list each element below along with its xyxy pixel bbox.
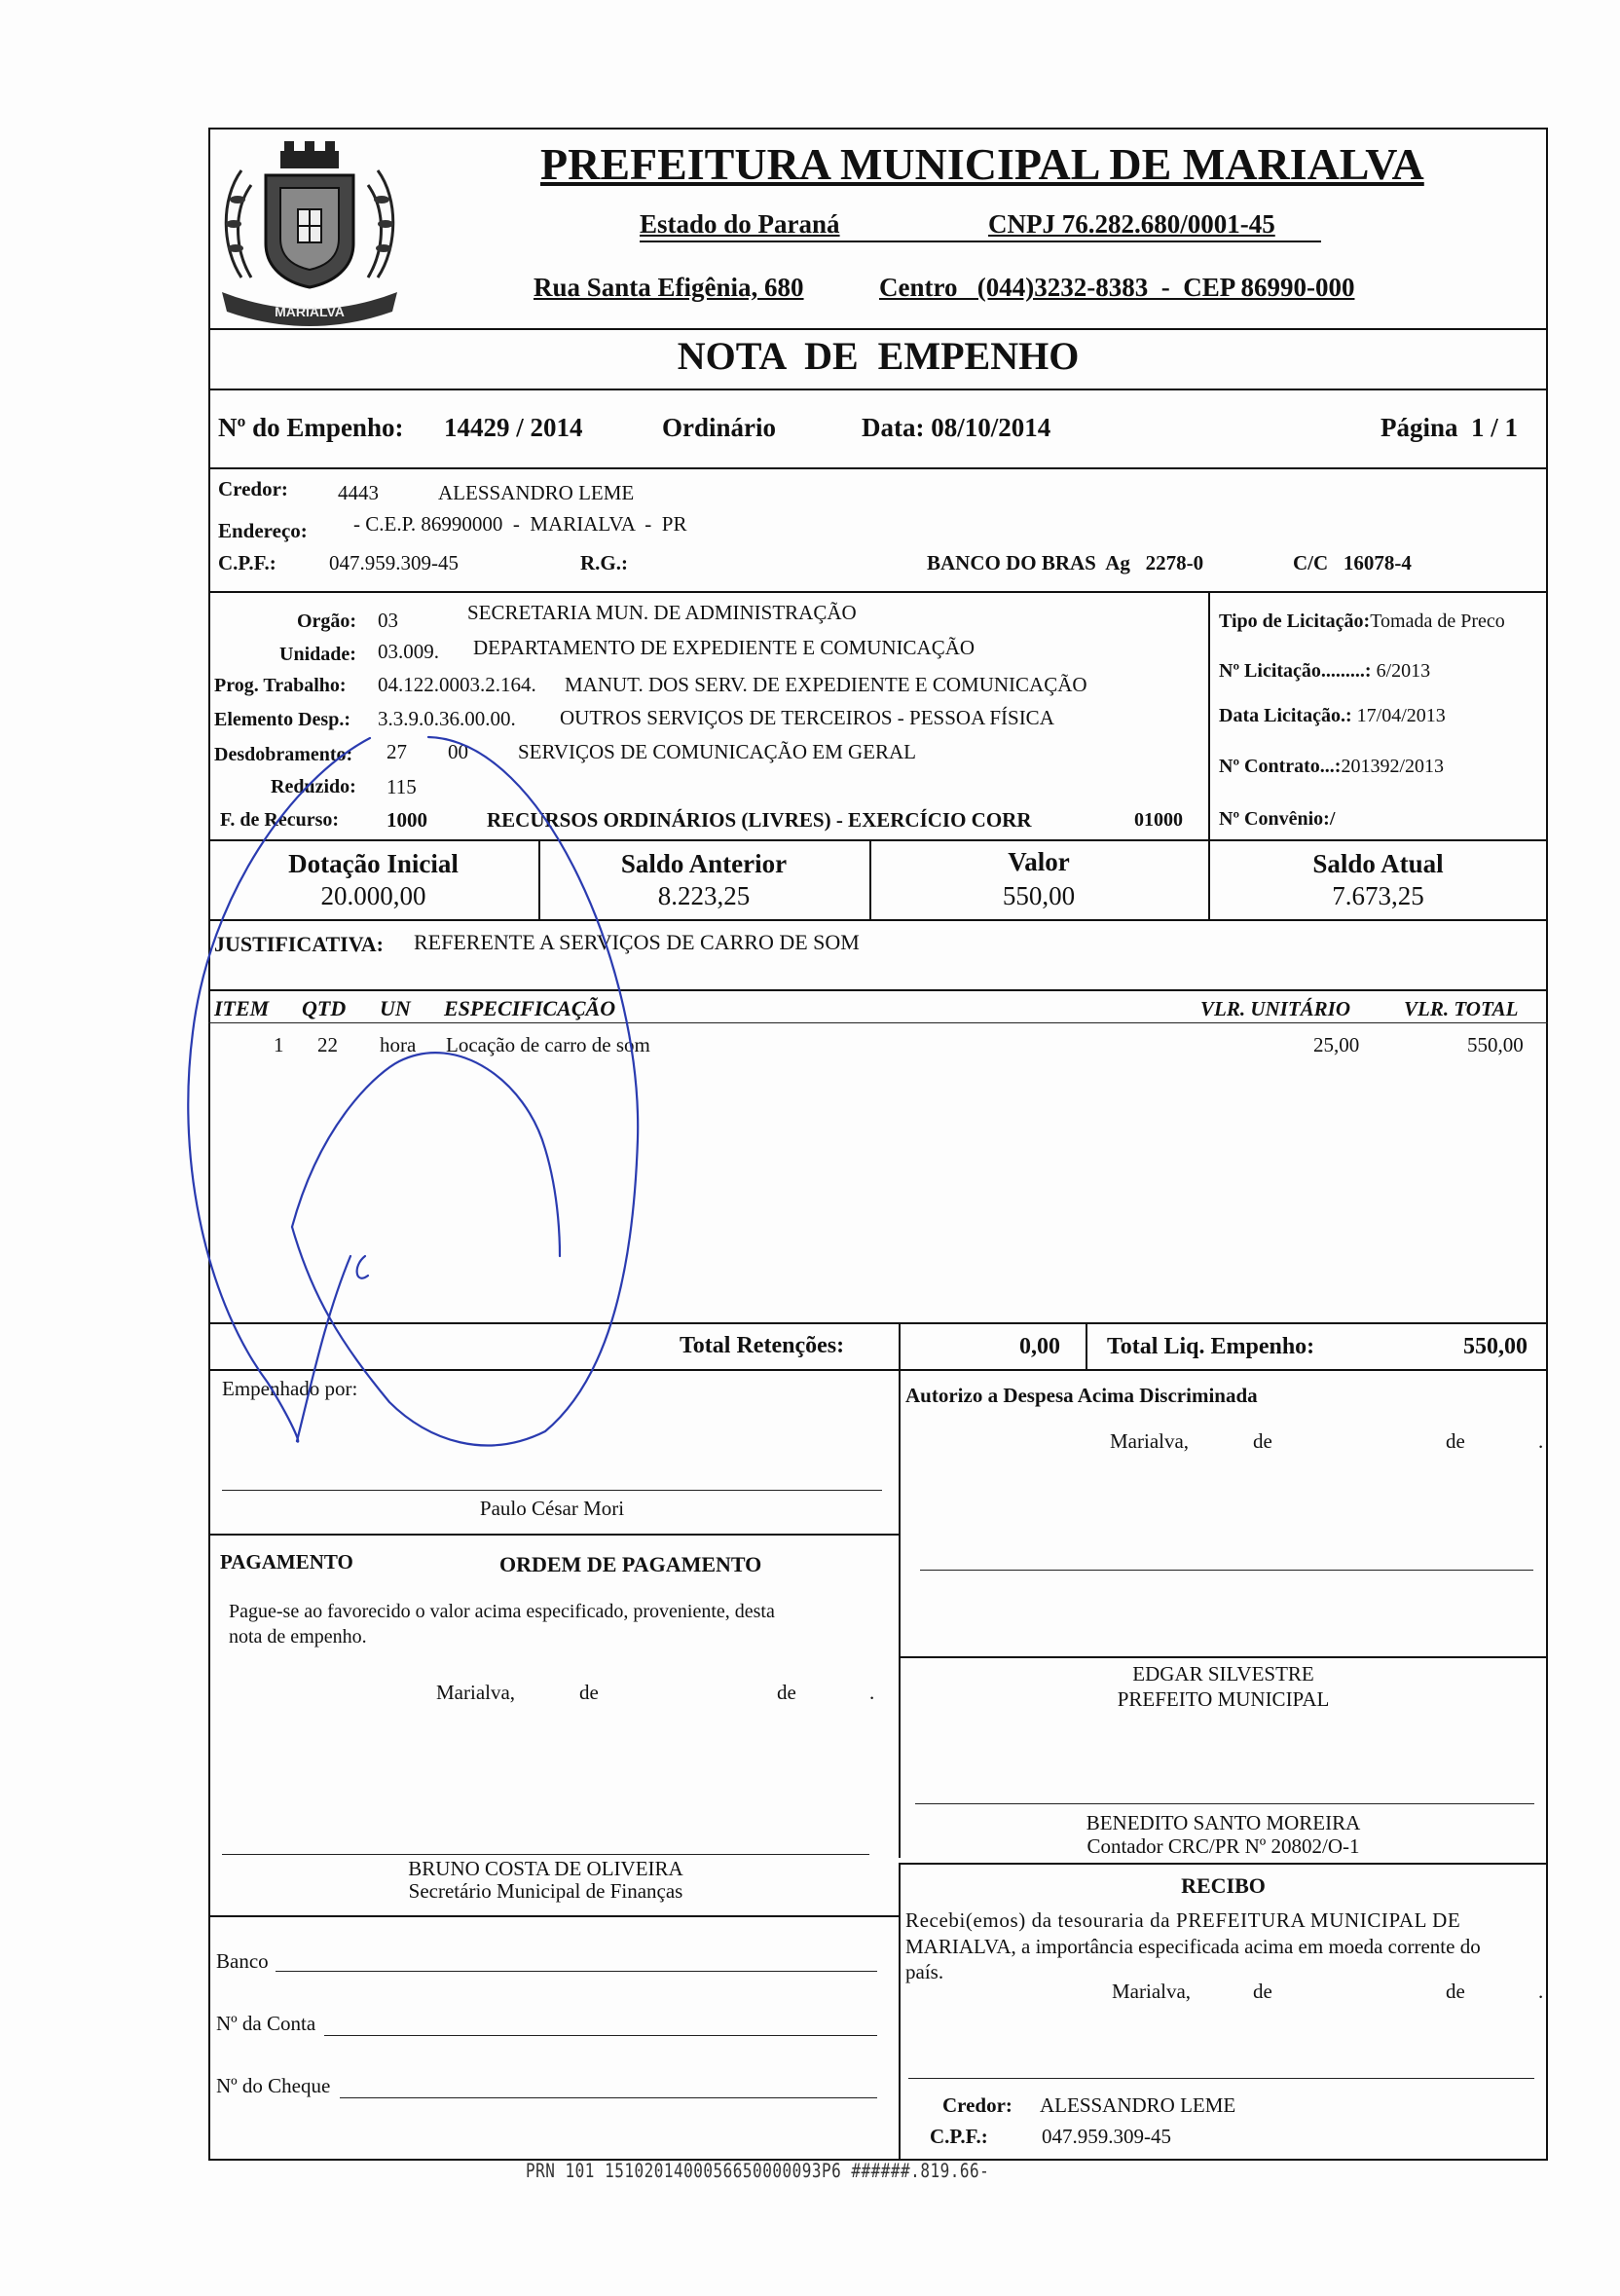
desdobramento-label: Desdobramento: <box>214 744 353 765</box>
fonte-desc: RECURSOS ORDINÁRIOS (LIVRES) - EXERCÍCIO CORR <box>487 808 1032 832</box>
recibo-de2: de <box>1446 1980 1465 2003</box>
header-title: PREFEITURA MUNICIPAL DE MARIALVA <box>540 139 1424 189</box>
fonte-label: F. de Recurso: <box>220 809 340 831</box>
credor-label: Credor: <box>218 477 288 500</box>
row-un: hora <box>380 1033 417 1056</box>
row-qtd: 22 <box>317 1033 338 1056</box>
finance-signer: BRUNO COSTA DE OLIVEIRA <box>408 1857 683 1880</box>
endereco-label: Endereço: <box>218 519 308 542</box>
convenio-label: Nº Convênio:/ <box>1219 808 1336 830</box>
header-cnpj: CNPJ 76.282.680/0001-45 <box>988 209 1275 239</box>
recibo-place: Marialva, <box>1112 1980 1192 2003</box>
pagamento-text-2: nota de empenho. <box>229 1626 367 1648</box>
empenho-type: Ordinário <box>662 413 777 442</box>
balance-dotacao-label: Dotação Inicial <box>288 849 459 878</box>
prog-label: Prog. Trabalho: <box>214 675 347 696</box>
balance-valor-label: Valor <box>1008 847 1070 876</box>
recibo-cpf-label: C.P.F.: <box>930 2125 988 2148</box>
data-licitacao-label: Data Licitação.: <box>1219 705 1352 726</box>
row-spec: Locação de carro de som <box>446 1033 650 1056</box>
tipo-licitacao-value: Tomada de Preco <box>1370 611 1505 632</box>
desdobramento-code: 27 <box>387 740 407 763</box>
balance-anterior-label: Saldo Anterior <box>620 849 788 878</box>
accountant-title: Contador CRC/PR Nº 20802/O-1 <box>1086 1834 1360 1858</box>
row-total: 550,00 <box>1467 1033 1524 1056</box>
num-licitacao-label: Nº Licitação.........: <box>1219 660 1372 682</box>
elemento-label: Elemento Desp.: <box>214 709 350 730</box>
finance-signer-title: Secretário Municipal de Finanças <box>408 1879 683 1903</box>
col-header-spec: ESPECIFICAÇÃO <box>444 996 616 1020</box>
recibo-credor: ALESSANDRO LEME <box>1040 2093 1236 2117</box>
reduzido-value: 115 <box>387 775 417 798</box>
recibo-credor-label: Credor: <box>942 2093 1012 2117</box>
balance-anterior-value: 8.223,25 <box>657 881 751 910</box>
data-licitacao-value: 17/04/2013 <box>1356 705 1446 726</box>
autorizo-dot: . <box>1538 1429 1544 1453</box>
justificativa-text: REFERENTE A SERVIÇOS DE CARRO DE SOM <box>414 930 860 954</box>
contrato-label: Nº Contrato...: <box>1219 756 1342 777</box>
document-title: NOTA DE EMPENHO <box>677 334 1080 378</box>
cpf-label: C.P.F.: <box>218 551 276 574</box>
autorizo-de1: de <box>1253 1429 1272 1453</box>
mayor-title: PREFEITO MUNICIPAL <box>1117 1687 1330 1711</box>
col-header-total: VLR. TOTAL <box>1404 997 1519 1020</box>
pagamento-place: Marialva, <box>436 1681 516 1704</box>
reduzido-label: Reduzido: <box>271 776 356 797</box>
fonte-code: 1000 <box>387 808 427 832</box>
endereco-value: - C.E.P. 86990000 - MARIALVA - PR <box>353 512 687 536</box>
cheque-label: Nº do Cheque <box>216 2074 331 2097</box>
recibo-text-3: país. <box>905 1960 944 1983</box>
empenhado-label: Empenhado por: <box>222 1377 358 1400</box>
retencoes-label: Total Retenções: <box>680 1333 845 1358</box>
pagamento-dot: . <box>869 1681 875 1704</box>
crest-banner-text: MARIALVA <box>275 304 345 319</box>
col-header-unit: VLR. UNITÁRIO <box>1200 997 1351 1020</box>
col-header-qtd: QTD <box>302 996 347 1020</box>
elemento-code: 3.3.9.0.36.00.00. <box>378 707 516 730</box>
recibo-cpf: 047.959.309-45 <box>1042 2125 1171 2148</box>
account-info: C/C 16078-4 <box>1293 551 1412 574</box>
credor-name: ALESSANDRO LEME <box>438 481 635 504</box>
conta-label: Nº da Conta <box>216 2012 316 2035</box>
ordem-pagamento-title: ORDEM DE PAGAMENTO <box>499 1552 762 1576</box>
recibo-de1: de <box>1253 1980 1272 2003</box>
autorizo-de2: de <box>1446 1429 1465 1453</box>
retencoes-value: 0,00 <box>1019 1334 1060 1359</box>
pagamento-text-1: Pague-se ao favorecido o valor acima especificado, proveniente, desta <box>229 1601 775 1622</box>
empenho-number: 14429 / 2014 <box>444 413 583 442</box>
elemento-desc: OUTROS SERVIÇOS DE TERCEIROS - PESSOA FÍSICA <box>560 706 1054 729</box>
orgao-desc: SECRETARIA MUN. DE ADMINISTRAÇÃO <box>467 601 857 624</box>
justificativa-label: JUSTIFICATIVA: <box>214 932 385 956</box>
empenho-date: Data: 08/10/2014 <box>862 413 1051 442</box>
pagamento-label: PAGAMENTO <box>220 1550 353 1574</box>
unidade-desc: DEPARTAMENTO DE EXPEDIENTE E COMUNICAÇÃO <box>473 636 976 659</box>
footer-barcode-text: PRN 101 1510201400056650000093P6 ######.819.66- <box>526 2160 990 2182</box>
balance-dotacao-value: 20.000,00 <box>320 881 426 910</box>
recibo-dot: . <box>1538 1980 1544 2003</box>
num-licitacao-value: 6/2013 <box>1376 660 1431 682</box>
balance-atual-label: Saldo Atual <box>1312 849 1444 878</box>
prog-desc: MANUT. DOS SERV. DE EXPEDIENTE E COMUNICAÇÃO <box>565 673 1087 696</box>
header-state: Estado do Paraná <box>640 209 840 239</box>
desdobramento-desc: SERVIÇOS DE COMUNICAÇÃO EM GERAL <box>518 740 917 763</box>
rg-label: R.G.: <box>580 551 628 574</box>
empenhado-signer: Paulo César Mori <box>479 1497 625 1520</box>
desdobramento-sub: 00 <box>448 740 468 763</box>
page-number: Página 1 / 1 <box>1381 413 1519 442</box>
unidade-code: 03.009. <box>378 640 439 663</box>
pagamento-de2: de <box>777 1681 796 1704</box>
balance-atual-value: 7.673,25 <box>1332 881 1424 910</box>
col-header-un: UN <box>380 996 411 1020</box>
balance-valor-value: 550,00 <box>1002 881 1076 910</box>
cpf-value: 047.959.309-45 <box>329 551 459 574</box>
recibo-text-2: MARIALVA, a importância especificada acima em moeda corrente do <box>905 1935 1481 1958</box>
header-contact: Centro (044)3232-8383 - CEP 86990-000 <box>879 273 1355 302</box>
credor-code: 4443 <box>338 481 379 504</box>
autorizo-title: Autorizo a Despesa Acima Discriminada <box>905 1384 1258 1407</box>
row-unit: 25,00 <box>1313 1033 1360 1056</box>
tipo-licitacao-label: Tipo de Licitação: <box>1219 611 1371 632</box>
fonte-num: 01000 <box>1134 809 1183 831</box>
autorizo-place: Marialva, <box>1110 1429 1190 1453</box>
orgao-code: 03 <box>378 609 398 632</box>
unidade-label: Unidade: <box>279 644 356 665</box>
bank-info: BANCO DO BRAS Ag 2278-0 <box>927 551 1204 574</box>
row-item: 1 <box>274 1033 284 1056</box>
col-header-item: ITEM <box>214 996 270 1020</box>
recibo-text-1: Recebi(emos) da tesouraria da PREFEITURA MUNICIPAL DE <box>905 1908 1461 1932</box>
liq-value: 550,00 <box>1463 1334 1528 1359</box>
pagamento-de1: de <box>579 1681 599 1704</box>
mayor-name: EDGAR SILVESTRE <box>1132 1662 1314 1685</box>
accountant-name: BENEDITO SANTO MOREIRA <box>1086 1811 1361 1834</box>
orgao-label: Orgão: <box>297 611 357 632</box>
liq-label: Total Liq. Empenho: <box>1107 1334 1315 1359</box>
banco-label: Banco <box>216 1949 269 1973</box>
empenho-label: Nº do Empenho: <box>218 413 404 442</box>
recibo-title: RECIBO <box>1181 1873 1266 1898</box>
prog-code: 04.122.0003.2.164. <box>378 673 536 696</box>
header-street: Rua Santa Efigênia, 680 <box>534 273 804 302</box>
contrato-value: 201392/2013 <box>1341 756 1445 777</box>
